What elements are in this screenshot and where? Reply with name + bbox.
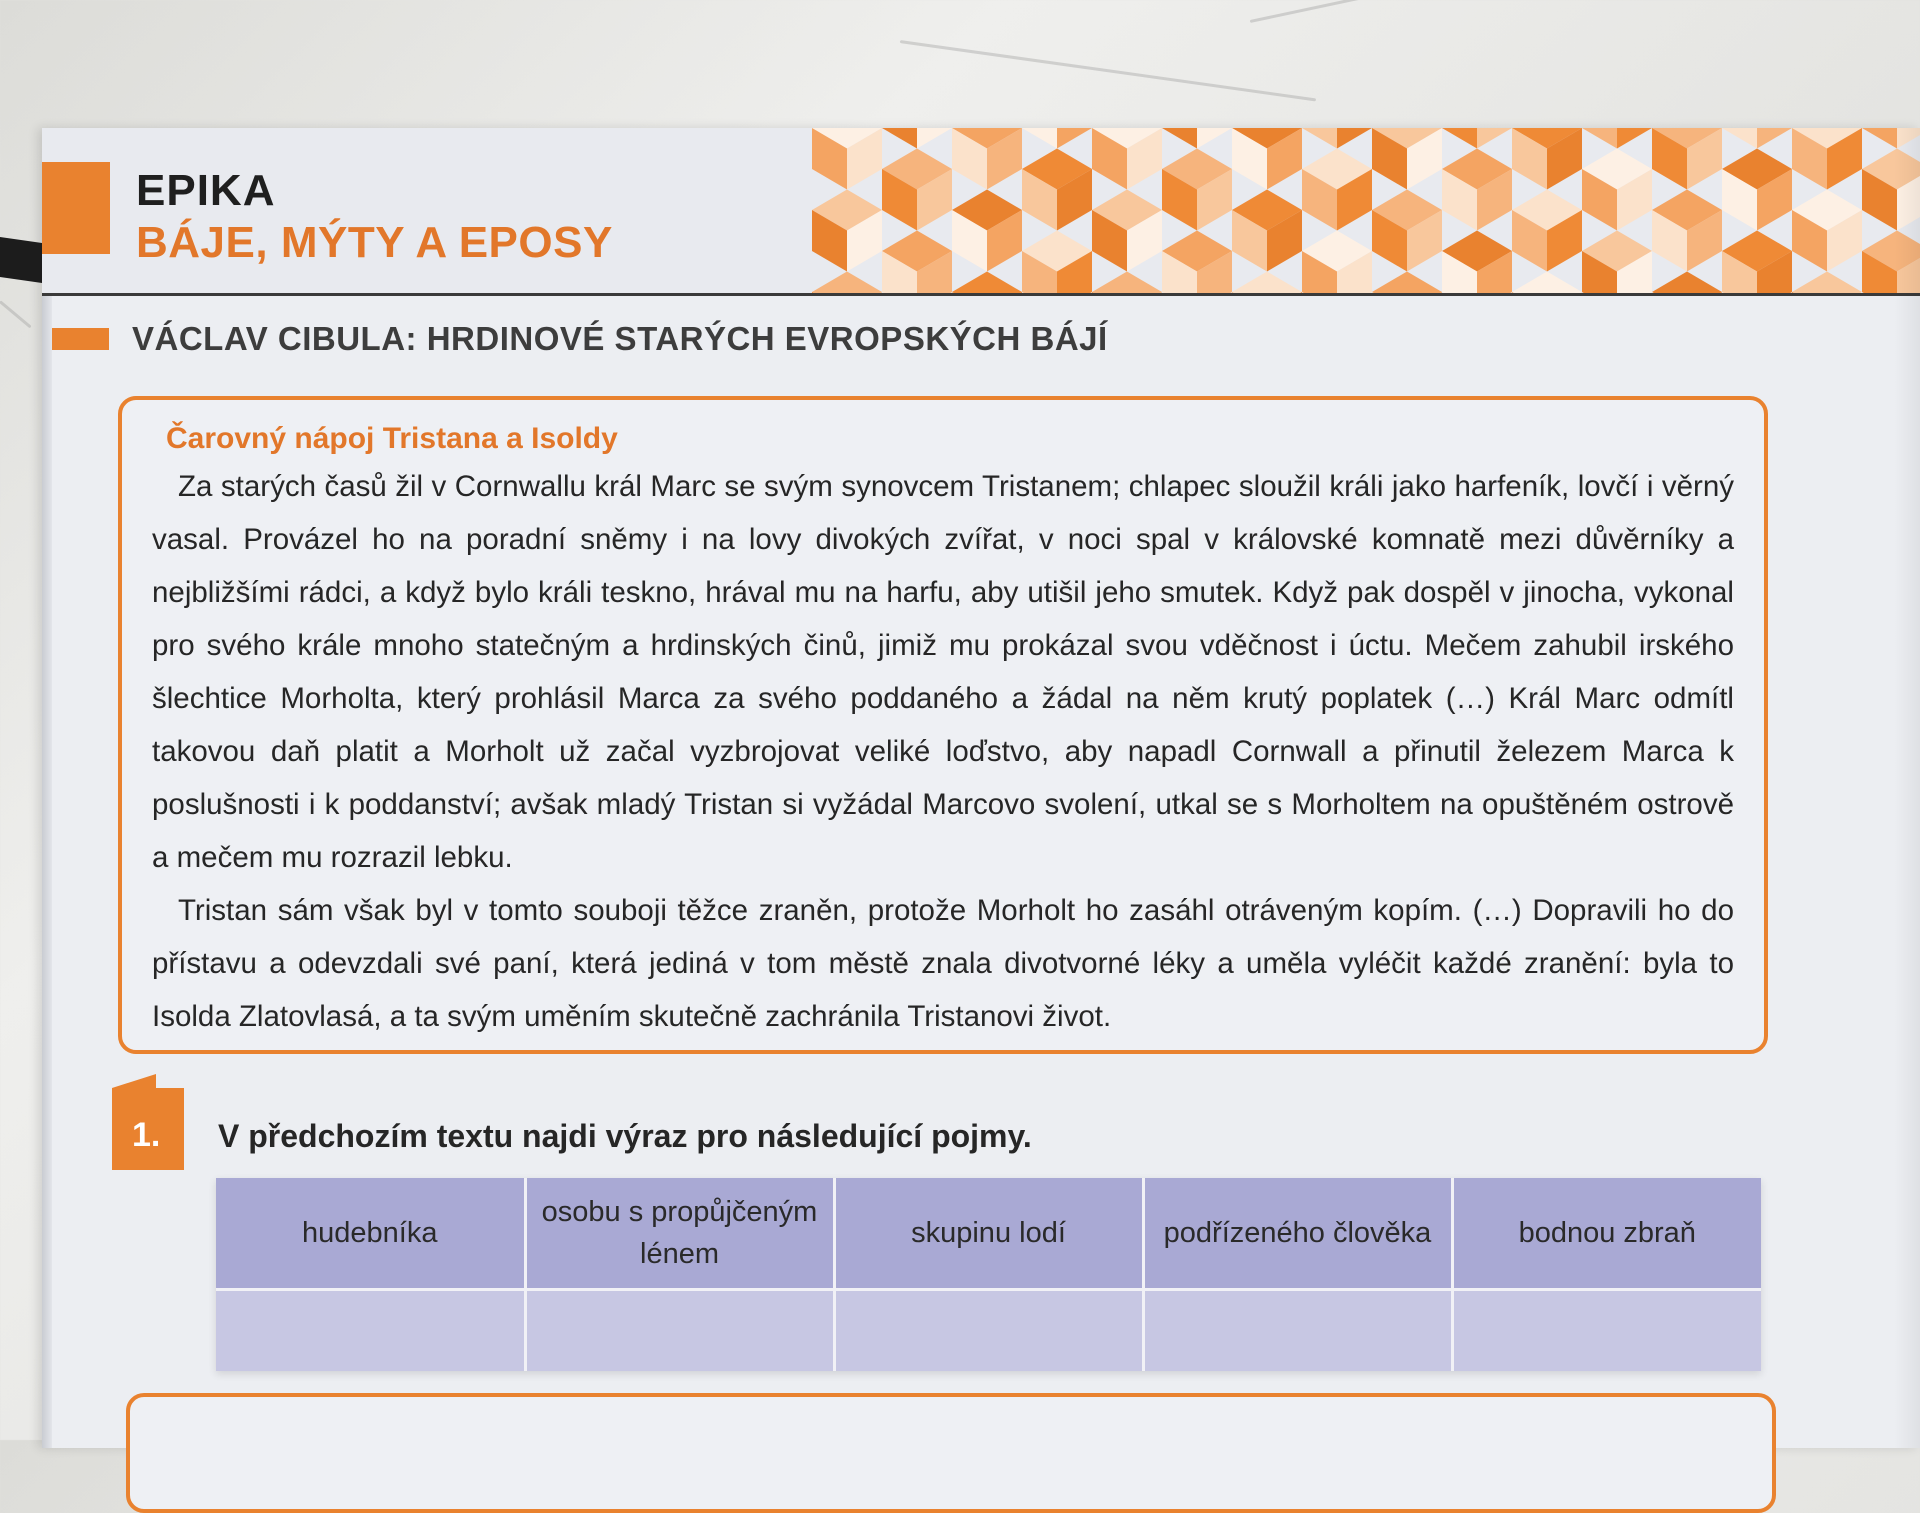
answer-cell[interactable]: [834, 1290, 1143, 1372]
pattern-tile: [1792, 272, 1862, 294]
pattern-tile: [882, 128, 917, 149]
header-marker: [42, 162, 110, 254]
answer-cell[interactable]: [1452, 1290, 1761, 1372]
pattern-tile: [1092, 272, 1162, 294]
pattern-tile: [1162, 128, 1197, 149]
answer-cell[interactable]: [525, 1290, 834, 1372]
table-header-cell: skupinu lodí: [834, 1178, 1143, 1290]
chapter-header: [42, 128, 1920, 296]
page-binding: [42, 128, 52, 1448]
table-row: [216, 1290, 1761, 1372]
pattern-tile: [812, 272, 882, 294]
pattern-tile: [1617, 128, 1652, 149]
table-header-cell: hudebníka: [216, 1178, 525, 1290]
section-marker: [52, 328, 109, 350]
pattern-tile: [1652, 272, 1722, 294]
page-edge-shadow: [1894, 128, 1920, 1448]
table-header-cell: podřízeného člověka: [1143, 1178, 1452, 1290]
pattern-tile: [1197, 128, 1232, 149]
pattern-tile: [1512, 272, 1582, 294]
pattern-tile: [1477, 128, 1512, 149]
header-pattern-graphic: [812, 128, 1920, 293]
table-header-cell: osobu s propůjčeným lénem: [525, 1178, 834, 1290]
pattern-tile: [1757, 128, 1792, 149]
pattern-tile: [1862, 128, 1897, 149]
marble-vein: [0, 300, 32, 328]
chapter-subtitle: BÁJE, MÝTY A EPOSY: [136, 218, 613, 267]
story-excerpt-box: [118, 396, 1768, 1054]
section-heading: VÁCLAV CIBULA: HRDINOVÉ STARÝCH EVROPSKÝCH BÁJÍ: [132, 320, 1108, 357]
pattern-tile: [1022, 128, 1057, 149]
answer-cell[interactable]: [216, 1290, 525, 1372]
story-paragraph: Za starých časů žil v Cornwallu král Marc se svým synovcem Tristanem; chlapec sloužil králi jako harfeník, lovčí i věrný vasal. Provázel ho na poradní sněmy i na lovy divokých zvířat, v noci spal v královské komnatě mezi důvěrníky a nejbližšími rádci, a když bylo králi teskno, hrával mu na harfu, aby utišil jeho smutek. Když pak dospěl v jinocha, vykonal pro svého krále mnoho statečným a hrdinských činů, jimiž mu prokázal svou vděčnost i úctu. Mečem zahubil irského šlechtice Morholta, který prohlásil Marca za svého poddaného a žádal na něm krutý poplatek (…) Král Marc odmítl takovou daň platit a Morholt už začal vyzbrojovat veliké loďstvo, aby napadl Cornwall a přinutil železem Marca k poslušnosti i k poddanství; avšak mladý Tristan si vyžádal Marcovo svolení, utkal se s Morholtem na opuštěném ostrově a mečem mu rozrazil lebku.: [152, 470, 1734, 874]
pattern-tile: [1057, 128, 1092, 149]
exercise-instruction: V předchozím textu najdi výraz pro následující pojmy.: [218, 1118, 1032, 1154]
pattern-tile: [1442, 128, 1477, 149]
pattern-tile: [1582, 128, 1617, 149]
table-header-cell: bodnou zbraň: [1452, 1178, 1761, 1290]
story-paragraph: Tristan sám však byl v tomto souboji těžce zraněn, protože Morholt ho zasáhl otráveným kopím. (…) Dopravili ho do přístavu a odevzdali své paní, která jediná v tom městě znala divotvorné léky a uměla vyléčit každé zranění: byla to Isolda Zlatovlasá, a ta svým uměním skutečně zachránila Tristanovi život.: [152, 894, 1734, 1033]
pattern-tile: [1337, 128, 1372, 149]
pattern-tile: [917, 128, 952, 149]
answer-cell[interactable]: [1143, 1290, 1452, 1372]
terms-table: [216, 1178, 1761, 1371]
marble-vein: [1250, 0, 1544, 23]
pattern-tile: [1372, 272, 1442, 294]
pattern-tile: [1302, 128, 1337, 149]
next-exercise-box: [126, 1393, 1776, 1513]
chapter-title: EPIKA: [136, 166, 276, 215]
story-title: Čarovný nápoj Tristana a Isoldy: [166, 422, 618, 455]
exercise-number-badge: 1.: [112, 1088, 184, 1170]
bookmark-ribbon: [0, 237, 42, 283]
pattern-tile: [952, 272, 1022, 294]
textbook-page: [42, 128, 1920, 1448]
pattern-tile: [1722, 128, 1757, 149]
pattern-tile: [1232, 272, 1302, 294]
marble-vein: [900, 40, 1316, 101]
